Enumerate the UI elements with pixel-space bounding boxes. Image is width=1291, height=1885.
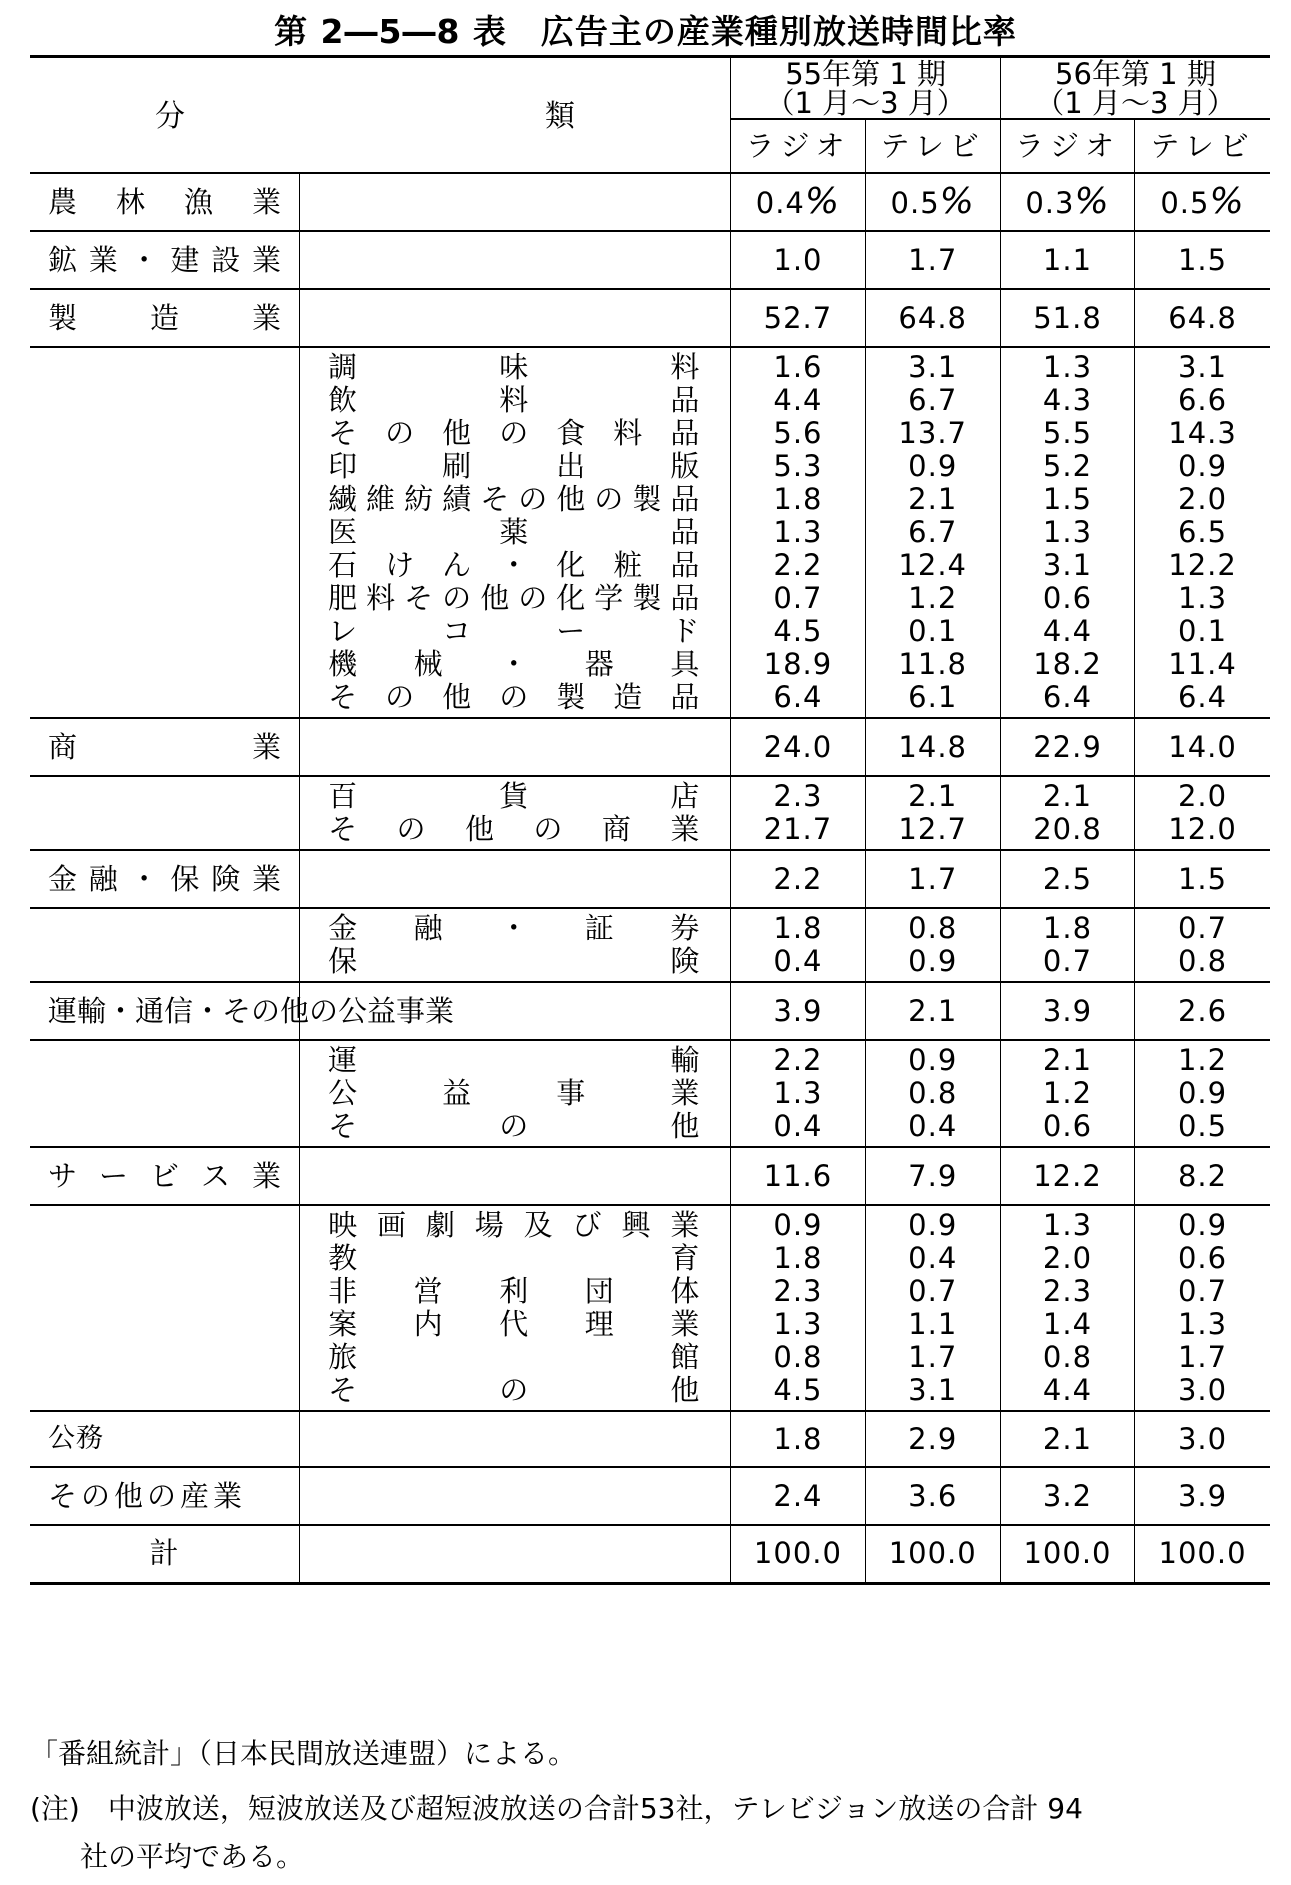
period-1-line-1: 55年第 1 期 <box>785 57 947 91</box>
category-blank <box>300 1411 731 1467</box>
sub-value-cell: 1.5 <box>1042 482 1093 516</box>
category-row <box>30 1147 1270 1205</box>
sub-value-cell: 4.4 <box>1042 1373 1093 1407</box>
sub-value-cell: 2.0 <box>1177 482 1228 516</box>
category-value-cell <box>1135 850 1270 908</box>
category-value-cell <box>731 1147 865 1205</box>
header-tv-2: テレビ <box>1135 119 1270 173</box>
sub-value-cell: 0.4 <box>773 1109 823 1143</box>
percent-unit: % <box>804 181 841 222</box>
header-period-2 <box>1000 57 1270 120</box>
category-value: 51.8 <box>1033 300 1102 335</box>
sub-item-name: 調味料 <box>328 350 701 384</box>
category-blank <box>300 289 731 347</box>
sub-item-name: 運輸 <box>328 1043 701 1077</box>
sub-value-cell: 1.2 <box>1177 1043 1228 1077</box>
category-value-cell <box>1135 289 1270 347</box>
sub-value-cell: 1.3 <box>1177 581 1228 615</box>
sub-value-column <box>1135 347 1270 718</box>
category-value-cell <box>1135 982 1270 1040</box>
sub-value-cell: 1.7 <box>908 1340 958 1374</box>
sub-value-cell: 2.2 <box>773 1043 823 1077</box>
sub-value-cell: 3.0 <box>1177 1373 1228 1407</box>
sub-value-cell: 0.9 <box>908 1208 958 1242</box>
sub-value-cell: 12.0 <box>1168 812 1237 846</box>
category-value-cell <box>1000 289 1134 347</box>
total-row <box>30 1525 1270 1583</box>
percent-unit: % <box>1074 181 1110 222</box>
sub-item-name: 飲料品 <box>328 383 701 417</box>
sub-item-name: 肥料その他の化学製品 <box>328 581 701 615</box>
sub-value-cell: 13.7 <box>898 416 967 450</box>
sub-value-column <box>1135 1205 1270 1411</box>
sub-value-cell: 12.2 <box>1168 548 1237 582</box>
sub-value-cell: 0.6 <box>1042 1109 1093 1143</box>
category-value: 0.5 <box>890 186 940 220</box>
sub-value-cell: 1.2 <box>1042 1076 1093 1110</box>
category-value: 0.4 <box>755 186 805 220</box>
sub-value-cell: 5.5 <box>1042 416 1093 450</box>
sub-value-cell: 0.8 <box>1042 1340 1093 1374</box>
category-value: 1.0 <box>773 242 823 277</box>
sub-value-cell: 20.8 <box>1033 812 1102 846</box>
category-value-cell <box>1000 982 1134 1040</box>
sub-value-cell: 6.7 <box>908 383 958 417</box>
sub-group-blank <box>30 347 300 718</box>
category-value: 3.9 <box>1042 993 1093 1028</box>
category-value: 2.2 <box>773 861 823 896</box>
sub-item-name: 公益事業 <box>328 1076 701 1110</box>
category-value-cell <box>1000 1525 1134 1583</box>
sub-item-names <box>300 1040 731 1147</box>
sub-group-blank <box>30 1205 300 1411</box>
category-value-cell <box>1000 1147 1134 1205</box>
total-label: 計 <box>30 1525 300 1583</box>
sub-item-name: 旅館 <box>328 1340 701 1374</box>
sub-value-cell: 5.3 <box>773 449 823 483</box>
data-table <box>30 55 1270 1585</box>
category-value: 14.8 <box>898 729 967 764</box>
sub-value-cell: 2.2 <box>773 548 823 582</box>
sub-value-cell: 0.9 <box>773 1208 823 1242</box>
sub-value-cell: 11.8 <box>898 647 967 681</box>
category-value-cell <box>731 173 865 231</box>
category-value-cell <box>731 718 865 776</box>
sub-value-cell: 1.3 <box>773 515 823 549</box>
sub-value-cell: 0.8 <box>908 911 958 945</box>
category-value-cell <box>865 1525 1000 1583</box>
category-blank <box>300 1525 731 1583</box>
category-value: 0.5 <box>1160 186 1210 220</box>
category-row <box>30 231 1270 289</box>
category-value-cell <box>865 982 1000 1040</box>
category-blank <box>300 231 731 289</box>
sub-item-name: 映画劇場及び興業 <box>328 1208 701 1242</box>
footer-note-line-2: 社の平均である。 <box>80 1840 305 1873</box>
category-name: サービス業 <box>30 1147 300 1205</box>
sub-group-blank <box>30 908 300 982</box>
category-value: 2.6 <box>1177 993 1228 1028</box>
category-value: 1.8 <box>773 1421 823 1456</box>
category-value-cell <box>1000 231 1134 289</box>
sub-value-column <box>865 347 1000 718</box>
category-value-cell <box>731 982 865 1040</box>
header-category-label-1: 分 <box>155 99 185 134</box>
sub-item-names <box>300 908 731 982</box>
category-value: 1.5 <box>1177 242 1228 277</box>
sub-value-cell: 1.8 <box>773 911 823 945</box>
sub-value-cell: 1.2 <box>908 581 958 615</box>
category-value: 52.7 <box>763 300 833 335</box>
category-blank <box>300 1147 731 1205</box>
category-value-cell <box>731 231 865 289</box>
sub-value-cell: 2.0 <box>1177 779 1228 813</box>
category-value-cell <box>865 289 1000 347</box>
sub-item-name: レコード <box>328 614 701 648</box>
sub-value-cell: 6.1 <box>908 680 958 714</box>
sub-value-cell: 5.6 <box>773 416 823 450</box>
category-blank <box>300 718 731 776</box>
category-value-cell <box>1000 173 1134 231</box>
sub-value-cell: 1.3 <box>1042 1208 1093 1242</box>
sub-value-column <box>1000 908 1134 982</box>
sub-value-cell: 6.4 <box>773 680 823 714</box>
sub-item-name: 保険 <box>328 944 701 978</box>
header-tv-1: テレビ <box>865 119 1000 173</box>
sub-item-name: 医薬品 <box>328 515 701 549</box>
sub-value-cell: 0.6 <box>1177 1241 1228 1275</box>
category-name: 金融・保険業 <box>30 850 300 908</box>
category-blank <box>300 850 731 908</box>
sub-value-column <box>731 1205 865 1411</box>
sub-item-name: その他 <box>328 1109 701 1143</box>
category-value: 100.0 <box>1158 1536 1247 1571</box>
sub-value-column <box>1135 908 1270 982</box>
sub-rows-group <box>30 347 1270 718</box>
sub-value-cell: 6.6 <box>1177 383 1228 417</box>
category-value: 12.2 <box>1033 1158 1102 1193</box>
sub-value-cell: 2.3 <box>773 1274 823 1308</box>
category-value: 1.1 <box>1042 242 1093 277</box>
sub-value-cell: 1.6 <box>773 350 823 384</box>
category-value-cell <box>1135 173 1270 231</box>
sub-value-cell: 0.7 <box>908 1274 958 1308</box>
sub-value-cell: 3.1 <box>1177 350 1228 384</box>
sub-value-cell: 2.1 <box>1042 779 1093 813</box>
sub-value-column <box>1135 1040 1270 1147</box>
category-value: 2.1 <box>1042 1421 1093 1456</box>
sub-value-cell: 2.1 <box>908 779 958 813</box>
category-blank <box>300 1467 731 1525</box>
sub-value-cell: 4.4 <box>773 383 823 417</box>
category-value: 1.7 <box>908 861 958 896</box>
sub-value-cell: 2.0 <box>1042 1241 1093 1275</box>
category-value: 24.0 <box>763 729 833 764</box>
category-value-cell <box>1135 1525 1270 1583</box>
sub-value-cell: 3.1 <box>1042 548 1093 582</box>
sub-item-name: 百貨店 <box>328 779 701 813</box>
category-value-cell <box>865 231 1000 289</box>
category-value-cell <box>865 1467 1000 1525</box>
sub-value-cell: 0.7 <box>773 581 823 615</box>
category-name: 商業 <box>30 718 300 776</box>
sub-rows-group <box>30 776 1270 850</box>
sub-value-cell: 0.6 <box>1042 581 1093 615</box>
sub-rows-group <box>30 908 1270 982</box>
sub-item-names <box>300 347 731 718</box>
sub-value-cell: 18.9 <box>763 647 833 681</box>
sub-value-cell: 11.4 <box>1168 647 1237 681</box>
sub-item-name: 石けん・化粧品 <box>328 548 701 582</box>
sub-value-column <box>865 776 1000 850</box>
sub-value-cell: 2.3 <box>773 779 823 813</box>
category-value: 8.2 <box>1177 1158 1228 1193</box>
category-value: 7.9 <box>908 1158 958 1193</box>
category-value-cell <box>1000 1467 1134 1525</box>
sub-value-cell: 1.8 <box>773 482 823 516</box>
category-value: 3.0 <box>1177 1421 1228 1456</box>
category-value-cell <box>865 850 1000 908</box>
sub-value-cell: 14.3 <box>1168 416 1237 450</box>
sub-value-cell: 0.4 <box>773 944 823 978</box>
category-value-cell <box>1000 1411 1134 1467</box>
sub-value-column <box>865 1040 1000 1147</box>
footer-source: 「番組統計」（日本民間放送連盟）による。 <box>30 1737 577 1770</box>
category-row <box>30 982 1270 1040</box>
header-category-cell <box>30 57 731 174</box>
sub-value-column <box>731 776 865 850</box>
sub-value-cell: 0.1 <box>1177 614 1228 648</box>
category-name: 鉱業・建設業 <box>30 231 300 289</box>
sub-value-cell: 0.9 <box>908 944 958 978</box>
sub-value-cell: 4.3 <box>1042 383 1093 417</box>
category-value: 3.9 <box>773 993 823 1028</box>
sub-value-cell: 12.4 <box>898 548 967 582</box>
sub-value-column <box>1000 1205 1134 1411</box>
sub-value-cell: 0.4 <box>908 1109 958 1143</box>
category-name: 公務 <box>30 1411 300 1467</box>
category-value: 0.3 <box>1025 186 1075 220</box>
footer-note-line-1: (注) 中波放送，短波放送及び超短波放送の合計53社，テレビジョン放送の合計 94 <box>30 1792 1083 1825</box>
category-value-cell <box>731 850 865 908</box>
category-value-cell <box>865 1411 1000 1467</box>
sub-value-cell: 0.8 <box>1177 944 1228 978</box>
sub-group-blank <box>30 1040 300 1147</box>
category-value-cell <box>1135 1467 1270 1525</box>
sub-value-column <box>1000 1040 1134 1147</box>
sub-value-cell: 1.3 <box>1042 350 1093 384</box>
sub-item-name: 非営利団体 <box>328 1274 701 1308</box>
sub-rows-group <box>30 1205 1270 1411</box>
sub-value-cell: 3.1 <box>908 1373 958 1407</box>
sub-value-column <box>865 1205 1000 1411</box>
sub-item-name: 教育 <box>328 1241 701 1275</box>
sub-value-cell: 1.4 <box>1042 1307 1093 1341</box>
sub-value-cell: 21.7 <box>763 812 833 846</box>
sub-value-cell: 0.1 <box>908 614 958 648</box>
category-row <box>30 1467 1270 1525</box>
category-value-cell <box>1135 718 1270 776</box>
sub-value-cell: 0.8 <box>773 1340 823 1374</box>
category-value: 22.9 <box>1033 729 1102 764</box>
header-period-1 <box>731 57 1001 120</box>
category-value: 3.6 <box>908 1478 958 1513</box>
sub-value-column <box>731 908 865 982</box>
sub-item-name: その他の製造品 <box>328 680 701 714</box>
category-value-cell <box>731 1411 865 1467</box>
sub-item-names <box>300 1205 731 1411</box>
sub-value-cell: 4.4 <box>1042 614 1093 648</box>
sub-value-cell: 12.7 <box>898 812 967 846</box>
sub-rows-group <box>30 1040 1270 1147</box>
category-value: 2.9 <box>908 1421 958 1456</box>
sub-value-cell: 0.7 <box>1177 1274 1228 1308</box>
sub-value-cell: 0.9 <box>908 449 958 483</box>
category-value-cell <box>1000 850 1134 908</box>
category-value-cell <box>731 1525 865 1583</box>
category-value: 1.5 <box>1177 861 1228 896</box>
category-value-cell <box>865 173 1000 231</box>
sub-value-column <box>1000 347 1134 718</box>
category-value: 3.9 <box>1177 1478 1228 1513</box>
sub-item-name: 機械・器具 <box>328 647 701 681</box>
sub-value-column <box>1135 776 1270 850</box>
category-value: 14.0 <box>1168 729 1237 764</box>
sub-value-cell: 1.8 <box>773 1241 823 1275</box>
sub-value-column <box>1000 776 1134 850</box>
category-value-cell <box>865 718 1000 776</box>
sub-group-blank <box>30 776 300 850</box>
category-value-cell <box>1135 231 1270 289</box>
category-row <box>30 289 1270 347</box>
category-row <box>30 173 1270 231</box>
sub-value-cell: 1.7 <box>1177 1340 1228 1374</box>
category-value: 1.7 <box>908 242 958 277</box>
sub-value-cell: 2.1 <box>1042 1043 1093 1077</box>
category-value-cell <box>1000 718 1134 776</box>
sub-value-cell: 1.3 <box>1177 1307 1228 1341</box>
sub-item-name: 繊維紡績その他の製品 <box>328 482 701 516</box>
category-value: 2.4 <box>773 1478 823 1513</box>
sub-value-cell: 0.7 <box>1042 944 1093 978</box>
category-value-cell <box>731 1467 865 1525</box>
sub-value-cell: 0.8 <box>908 1076 958 1110</box>
category-name: その他の産業 <box>30 1467 300 1525</box>
category-name: 農林漁業 <box>30 173 300 231</box>
sub-item-name: その他の食料品 <box>328 416 701 450</box>
sub-value-cell: 1.3 <box>1042 515 1093 549</box>
sub-item-name: 金融・証券 <box>328 911 701 945</box>
category-value-cell <box>731 289 865 347</box>
sub-value-cell: 1.1 <box>908 1307 958 1341</box>
category-value: 64.8 <box>898 300 967 335</box>
percent-unit: % <box>1209 181 1245 222</box>
category-value-cell <box>1135 1147 1270 1205</box>
sub-item-name: 案内代理業 <box>328 1307 701 1341</box>
sub-value-cell: 6.4 <box>1042 680 1093 714</box>
table-title: 第 2―5―8 表 広告主の産業種別放送時間比率 <box>274 12 1017 51</box>
sub-value-cell: 4.5 <box>773 1373 823 1407</box>
sub-value-cell: 2.3 <box>1042 1274 1093 1308</box>
sub-value-column <box>731 1040 865 1147</box>
category-row <box>30 1411 1270 1467</box>
period-1-line-2: （1 月～3 月） <box>765 86 966 120</box>
sub-value-cell: 0.9 <box>908 1043 958 1077</box>
sub-value-cell: 3.1 <box>908 350 958 384</box>
category-name: 運輸・通信・その他の公益事業 <box>30 982 300 1040</box>
sub-value-cell: 1.3 <box>773 1076 823 1110</box>
sub-value-column <box>865 908 1000 982</box>
sub-value-cell: 6.7 <box>908 515 958 549</box>
sub-value-cell: 0.5 <box>1177 1109 1228 1143</box>
category-blank <box>300 173 731 231</box>
header-row-period <box>30 57 1270 120</box>
sub-item-name: その他の商業 <box>328 812 701 846</box>
category-value: 100.0 <box>888 1536 977 1571</box>
category-value-cell <box>1135 1411 1270 1467</box>
sub-value-cell: 0.4 <box>908 1241 958 1275</box>
header-radio-1: ラジオ <box>731 119 865 173</box>
sub-value-cell: 4.5 <box>773 614 823 648</box>
table-body <box>30 57 1270 1584</box>
sub-value-cell: 0.7 <box>1177 911 1228 945</box>
category-value: 11.6 <box>763 1158 833 1193</box>
sub-value-cell: 6.5 <box>1177 515 1228 549</box>
sub-value-cell: 6.4 <box>1177 680 1228 714</box>
period-2-line-2: （1 月～3 月） <box>1035 86 1236 120</box>
category-value: 2.1 <box>908 993 958 1028</box>
category-row <box>30 718 1270 776</box>
category-value: 2.5 <box>1042 861 1093 896</box>
sub-value-cell: 2.1 <box>908 482 958 516</box>
sub-item-name: 印刷出版 <box>328 449 701 483</box>
header-radio-2: ラジオ <box>1000 119 1134 173</box>
category-value: 3.2 <box>1042 1478 1093 1513</box>
sub-value-cell: 1.3 <box>773 1307 823 1341</box>
category-row <box>30 850 1270 908</box>
sub-value-column <box>731 347 865 718</box>
sub-item-name: その他 <box>328 1373 701 1407</box>
period-2-line-1: 56年第 1 期 <box>1055 57 1216 91</box>
sub-value-cell: 5.2 <box>1042 449 1093 483</box>
category-name: 製造業 <box>30 289 300 347</box>
category-value-cell <box>865 1147 1000 1205</box>
category-value: 64.8 <box>1168 300 1237 335</box>
sub-value-cell: 0.9 <box>1177 1208 1228 1242</box>
category-value: 100.0 <box>1023 1536 1112 1571</box>
sub-value-cell: 0.9 <box>1177 1076 1228 1110</box>
sub-value-cell: 18.2 <box>1033 647 1102 681</box>
sub-value-cell: 1.8 <box>1042 911 1093 945</box>
category-value: 100.0 <box>753 1536 842 1571</box>
sub-value-cell: 0.9 <box>1177 449 1228 483</box>
sub-item-names <box>300 776 731 850</box>
percent-unit: % <box>939 181 975 222</box>
header-category-label-2: 類 <box>545 99 575 134</box>
